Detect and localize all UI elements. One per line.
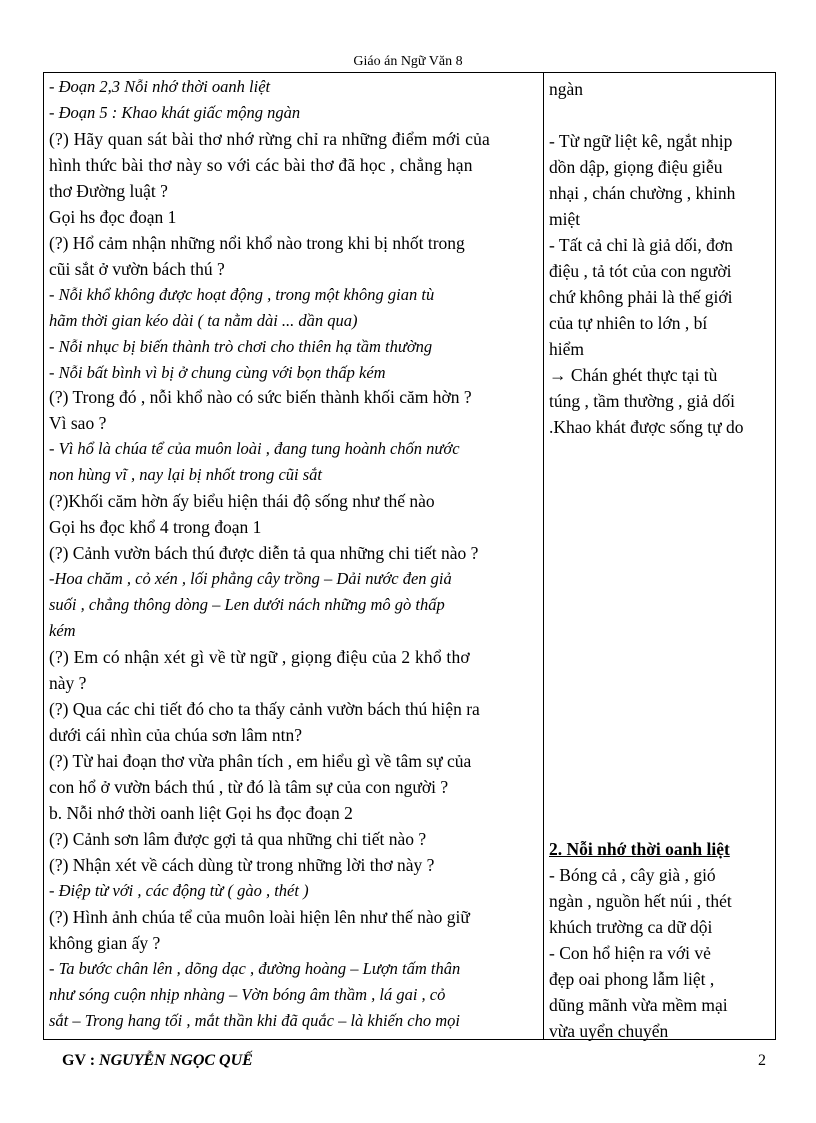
- left-line: Gọi hs đọc đoạn 1: [49, 207, 177, 227]
- left-line: không gian ấy ?: [49, 933, 161, 953]
- left-line: b. Nỗi nhớ thời oanh liệt Gọi hs đọc đoạn 2: [49, 803, 353, 823]
- left-line: thơ Đường luật ?: [49, 181, 168, 201]
- left-line: - Vì hổ là chúa tể của muôn loài , đang tung hoành chốn nước: [49, 439, 460, 458]
- left-line: cũi sắt ở vườn bách thú ?: [49, 259, 225, 279]
- left-line: (?) Qua các chi tiết đó cho ta thấy cảnh vườn bách thú hiện ra: [49, 699, 480, 719]
- right-line: miệt: [549, 209, 581, 229]
- right-line: → Chán ghét thực tại tù: [549, 365, 718, 385]
- left-line: sắt – Trong hang tối , mắt thần khi đã quắc – là khiến cho mọi: [49, 1011, 460, 1030]
- left-line: non hùng vĩ , nay lại bị nhốt trong cũi sắt: [49, 465, 322, 484]
- right-line: - Từ ngữ liệt kê, ngắt nhịp: [549, 131, 733, 151]
- left-line: (?) Em có nhận xét gì về từ ngữ , giọng điệu của 2 khổ thơ: [49, 647, 470, 667]
- right-line: chứ không phải là thế giới: [549, 287, 733, 307]
- left-line: (?) Trong đó , nỗi khổ nào có sức biến thành khối căm hờn ?: [49, 387, 472, 407]
- right-line: của tự nhiên to lớn , bí: [549, 313, 708, 333]
- right-line: vừa uyển chuyển: [549, 1021, 669, 1041]
- left-line: - Điệp từ với , các động từ ( gào , thét ): [49, 881, 309, 900]
- right-line: nhại , chán chường , khinh: [549, 183, 736, 203]
- left-line: (?) Cảnh sơn lâm được gợi tả qua những chi tiết nào ?: [49, 829, 427, 849]
- right-line: hiểm: [549, 339, 584, 359]
- left-line: - Đoạn 2,3 Nỗi nhớ thời oanh liệt: [49, 77, 271, 96]
- left-line: kém: [49, 621, 76, 640]
- footer-teacher: [62, 1052, 253, 1070]
- right-line: dũng mãnh vừa mềm mại: [549, 995, 728, 1015]
- right-line: ngàn: [549, 79, 584, 99]
- right-line: .Khao khát được sống tự do: [549, 417, 744, 437]
- left-line: Vì sao ?: [49, 413, 107, 433]
- left-line: (?) Từ hai đoạn thơ vừa phân tích , em hiểu gì về tâm sự của: [49, 751, 472, 771]
- left-line: như sóng cuộn nhịp nhàng – Vờn bóng âm thầm , lá gai , cỏ: [49, 985, 446, 1004]
- page-header: Giáo án Ngữ Văn 8: [353, 54, 463, 69]
- left-line: con hổ ở vườn bách thú , từ đó là tâm sự của con người ?: [49, 777, 449, 797]
- left-line: - Nỗi khổ không được hoạt động , trong một không gian tù: [49, 285, 435, 304]
- left-line: hãm thời gian kéo dài ( ta nằm dài ... dần qua): [49, 311, 358, 330]
- left-line: (?) Cảnh vườn bách thú được diễn tả qua những chi tiết nào ?: [49, 543, 479, 563]
- left-line: hình thức bài thơ này so với các bài thơ đã học , chẳng hạn: [49, 155, 473, 175]
- left-line: suối , chẳng thông dòng – Len dưới nách những mô gò thấp: [49, 595, 445, 614]
- page-number: 2: [758, 1052, 766, 1069]
- footer-gv-label: GV :: [62, 1052, 96, 1069]
- footer-teacher-name: NGUYỄN NGỌC QUẾ: [99, 1052, 253, 1069]
- lesson-table: [43, 72, 776, 1040]
- left-line: Gọi hs đọc khổ 4 trong đoạn 1: [49, 517, 262, 537]
- right-line: dồn dập, giọng điệu giễu: [549, 157, 723, 177]
- left-line: - Đoạn 5 : Khao khát giấc mộng ngàn: [49, 103, 301, 122]
- left-line: (?) Nhận xét về cách dùng từ trong những lời thơ này ?: [49, 855, 435, 875]
- right-line: - Con hổ hiện ra với vẻ: [549, 943, 711, 963]
- left-line: - Nỗi bất bình vì bị ở chung cùng với bọn thấp kém: [49, 363, 386, 382]
- right-line: điệu , tả tót của con người: [549, 261, 732, 281]
- right-line: - Tất cả chỉ là giả dối, đơn: [549, 235, 733, 255]
- right-line: - Bóng cả , cây già , gió: [549, 865, 716, 885]
- left-line: (?) Hình ảnh chúa tể của muôn loài hiện lên như thế nào giữ: [49, 907, 470, 927]
- right-line: ngàn , nguồn hết núi , thét: [549, 891, 732, 911]
- left-line: - Nỗi nhục bị biến thành trò chơi cho thiên hạ tầm thường: [49, 337, 433, 356]
- column-divider: [543, 73, 544, 1039]
- left-line: dưới cái nhìn của chúa sơn lâm ntn?: [49, 725, 302, 745]
- right-line: đẹp oai phong lẫm liệt ,: [549, 969, 715, 989]
- left-line: (?) Hổ cảm nhận những nổi khổ nào trong khi bị nhốt trong: [49, 233, 465, 253]
- left-line: -Hoa chăm , cỏ xén , lối phẳng cây trồng – Dải nước đen giả: [49, 569, 452, 588]
- right-line: khúch trường ca dữ dội: [549, 917, 713, 937]
- left-line: này ?: [49, 673, 87, 693]
- right-line: túng , tầm thường , giả dối: [549, 391, 735, 411]
- left-line: (?)Khối căm hờn ấy biểu hiện thái độ sống như thế nào: [49, 491, 435, 511]
- section-heading: 2. Nỗi nhớ thời oanh liệt: [549, 839, 730, 859]
- left-line: (?) Hãy quan sát bài thơ nhớ rừng chỉ ra những điểm mới của: [49, 129, 490, 149]
- left-line: - Ta bước chân lên , dõng dạc , đường hoàng – Lượn tấm thân: [49, 959, 461, 978]
